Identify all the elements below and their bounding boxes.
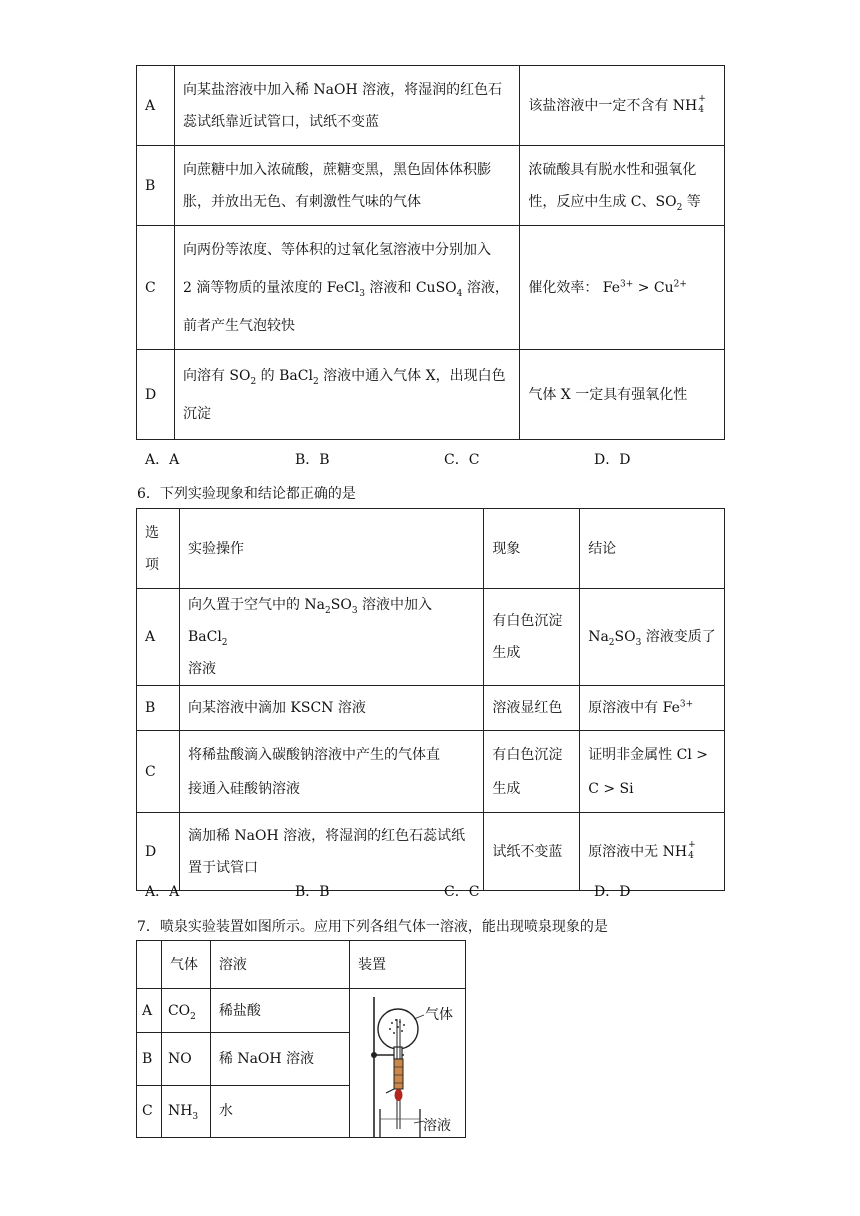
conclusion-cell [520,226,725,350]
option-label: B [137,146,175,226]
table-q7 [136,940,466,1138]
text-line [188,589,475,653]
superscript: 3+ [679,699,694,710]
text: > Cu [633,279,674,296]
option-label: C [137,226,175,350]
option-label: C [137,1085,162,1137]
text: 溶液和 CuSO [364,279,457,296]
option-label: B [137,686,180,731]
header-solution: 溶液 [210,941,349,989]
device-cell [349,989,465,1138]
table-row [137,66,725,146]
subscript: 2 [312,376,319,387]
table-header-row [137,509,725,589]
text: 等 [682,193,701,210]
table-row [137,350,725,440]
question-7-title: 7．喷泉实验装置如图所示。应用下列各组气体一溶液，能出现喷泉现象的是 [137,919,608,935]
table-row [137,731,725,813]
header-blank [137,941,162,989]
operation-cell [174,226,519,350]
text-line: 证明非金属性 Cl > [588,746,709,763]
text-line [528,186,716,218]
device-label-solution: 溶液 [422,1118,451,1134]
text: 溶液中加入 BaCl [187,597,433,645]
text: Na [588,629,609,645]
text: NO [167,1050,192,1067]
text: SO [330,597,352,613]
text-line: 滴加稀 NaOH 溶液，将湿润的红色石蕊试纸 [187,827,466,844]
text: SO [614,629,636,645]
text: NH [167,1103,193,1120]
subscript: 2 [190,1011,196,1022]
text-line: 沉淀 [182,405,211,422]
conclusion-cell [580,731,725,813]
text: 性，反应中生成 C、SO [528,193,677,210]
text-line: 溶液 [187,661,216,677]
text-line: 选 [145,524,159,541]
text: 的 BaCl [256,367,313,384]
conclusion-cell: 该盐溶液中一定不含有 NH + 4 [520,66,725,146]
operation-cell [174,350,519,440]
header-device: 装置 [349,941,465,989]
option-label: D [137,350,175,440]
subscript: 2 [250,376,257,387]
option-label: A [137,66,175,146]
table-q5 [136,65,725,440]
text-line: 生成 [492,780,521,797]
text: 原溶液中有 Fe [588,700,680,716]
choice-a[interactable]: A．A [145,452,180,468]
solution-cell: 水 [210,1085,349,1137]
text-line: 蕊试纸靠近试管口，试纸不变蓝 [182,113,379,130]
option-label: D [137,813,180,891]
header-conclusion: 结论 [580,509,725,589]
header-option [137,509,180,589]
subscript: 4 [456,288,463,299]
text-line: 胀，并放出无色、有刺激性气味的气体 [182,193,421,210]
table-row [137,989,466,1033]
subscript: 3 [192,1112,199,1123]
text-line: 将稀盐酸滴入碳酸钠溶液中产生的气体直 [187,746,440,763]
table-row [137,686,725,731]
gas-cell [161,1033,210,1085]
table-header-row [137,941,466,989]
operation-cell [179,589,483,686]
choice-d[interactable]: D．D [594,452,631,468]
text-line: 接通入硅酸钠溶液 [187,780,300,797]
question-6-title: 6．下列实验现象和结论都正确的是 [137,486,356,502]
table-row [137,226,725,350]
conclusion-cell [580,686,725,731]
solution-cell: 稀 NaOH 溶液 [210,1033,349,1085]
fountain-apparatus-diagram [350,989,464,1137]
choice-a[interactable]: A．A [145,884,180,900]
text-line: 向某盐溶液中加入稀 NaOH 溶液，将湿润的红色石 [182,81,503,98]
table-row [137,589,725,686]
gas-cell [161,1085,210,1137]
text: 溶液变质了 [641,629,716,645]
header-phenomenon: 现象 [484,509,580,589]
text-line: 前者产生气泡较快 [182,317,295,334]
option-label: B [137,1033,162,1085]
subscript: 2 [676,202,683,213]
text-line [183,357,511,395]
text-line: 置于试管口 [187,859,258,876]
text-line: 生成 [492,645,521,661]
operation-cell [174,66,519,146]
text-line: C > Si [588,780,634,797]
text-line: 向蔗糖中加入浓硫酸，蔗糖变黑，黑色固体体积膨 [182,161,491,178]
operation-cell [179,731,483,813]
phenomenon-cell [484,731,580,813]
gas-cell [161,989,210,1033]
text: 溶液， [462,279,509,296]
operation-cell [174,146,519,226]
text: 溶液中通入气体 X，出现白色 [318,367,506,384]
operation-cell [179,813,483,891]
text: 催化效率： Fe [528,279,621,296]
conclusion-cell [580,589,725,686]
text-line [183,269,511,307]
subscript: 3 [359,288,365,299]
solution-cell: 稀盐酸 [210,989,349,1033]
text-line: 有白色沉淀 [492,613,563,629]
subscript: 3 [351,605,358,616]
table-row [137,813,725,891]
table-row [137,146,725,226]
text-line: 向两份等浓度、等体积的过氧化氢溶液中分别加入 [182,241,491,258]
choice-c[interactable]: C．C [444,452,480,468]
phenomenon-cell [484,589,580,686]
operation-cell: 向某溶液中滴加 KSCN 溶液 [179,686,483,731]
subscript: 2 [325,605,331,616]
table-q6 [136,508,725,891]
superscript: 2+ [673,278,687,289]
text: 向溶有 SO [182,367,251,384]
conclusion-cell: 气体 X 一定具有强氧化性 [520,350,725,440]
choice-d[interactable]: D．D [594,884,631,900]
choice-b[interactable]: B．B [295,452,330,468]
option-label: C [137,731,180,813]
subscript: 2 [608,637,615,648]
phenomenon-cell: 溶液显红色 [484,686,580,731]
text: 该盐溶液中一定不含有 NH [528,97,698,114]
text-line: 有白色沉淀 [492,746,563,763]
conclusion-cell: 原溶液中无 NH + 4 [580,813,725,891]
header-operation: 实验操作 [179,509,483,589]
text: 向久置于空气中的 Na [187,597,326,613]
device-label-gas: 气体 [424,1007,453,1023]
superscript: 3+ [620,278,634,289]
text: 2 滴等物质的量浓度的 FeCl [182,279,360,296]
phenomenon-cell: 试纸不变蓝 [484,813,580,891]
choice-b[interactable]: B．B [295,884,330,900]
option-label: A [137,589,180,686]
text: CO [167,1002,191,1019]
subscript: 3 [635,637,642,648]
text: 原溶液中无 NH [588,843,688,860]
choice-c[interactable]: C．C [444,884,480,900]
text-line: 浓硫酸具有脱水性和强氧化 [528,161,697,178]
header-gas: 气体 [161,941,210,989]
subscript: 2 [221,637,228,648]
option-label: A [137,989,162,1033]
conclusion-cell [520,146,725,226]
text-line: 项 [145,556,159,573]
